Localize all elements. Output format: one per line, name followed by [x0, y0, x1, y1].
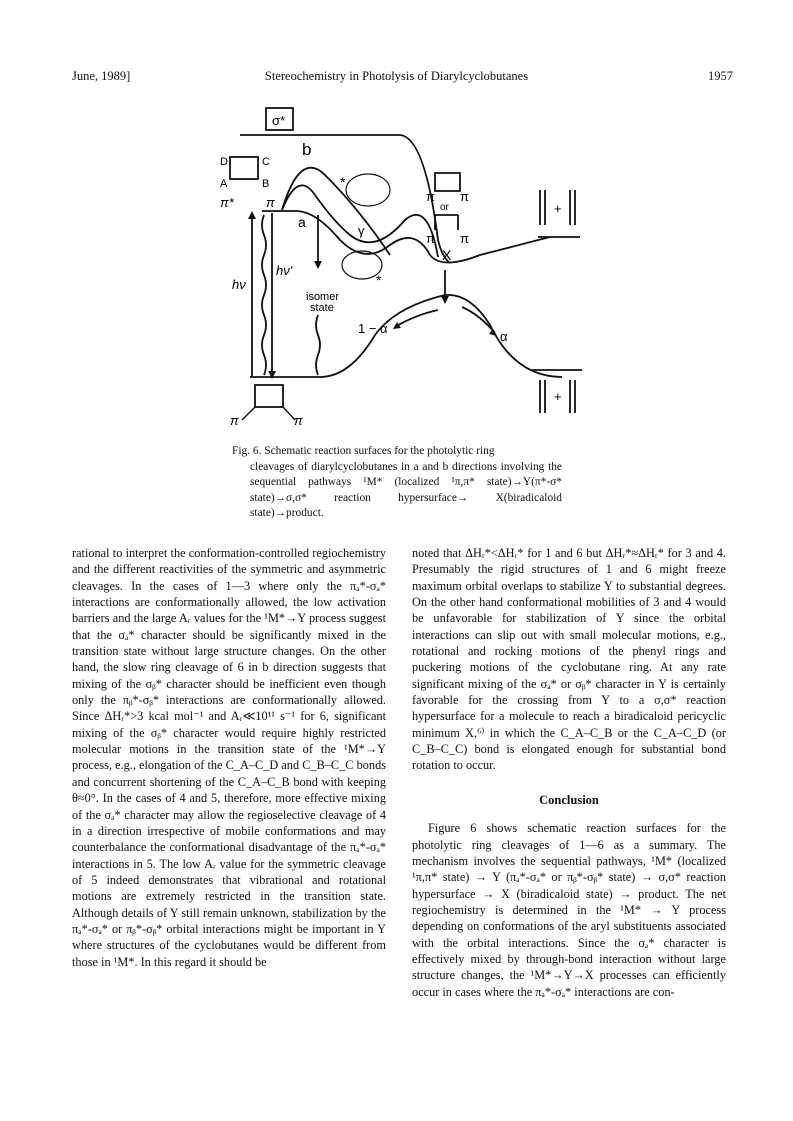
label-D: D [220, 156, 228, 168]
label-one-minus-alpha: 1 − α [358, 321, 388, 336]
figure-caption [232, 444, 562, 522]
label-pi-star: π* [220, 195, 234, 210]
fluorescence-wavy [262, 215, 266, 375]
label-pi-x1: π [426, 189, 435, 204]
label-gamma: γ [358, 223, 365, 238]
label-pi-bottom-right: π [294, 413, 303, 428]
cyclobutane-bottom [255, 385, 283, 407]
label-star-upper: * [340, 174, 346, 190]
left-column [72, 545, 386, 970]
caption-rest: cleavages of diarylcyclobutanes in a and b directions involving the sequential pathways ¹M* (localized ¹π,π* state)→Y(π*-σ* state)→σ,σ* reaction hypersurface→ X(biradicaloid state)→product. [250, 460, 562, 520]
label-b: b [302, 140, 312, 159]
label-A: A [220, 178, 228, 190]
right-column [412, 545, 726, 1000]
label-isomer: isomer [306, 291, 340, 303]
biradical-structure-2 [435, 215, 458, 230]
alpha-arrowhead [489, 329, 497, 336]
right-column-paragraph-2: Figure 6 shows schematic reaction surfaces for the photolytic ring cleavages of 1—6 as a summary. The mechanism involves the sequential pathways, ¹M* (localized ¹π,π* state) → Y (πₐ*-σₐ* or πᵦ*-σᵦ* state) → σ,σ* reaction hypersurface → X (biradicaloid state) → product. The net regiochemistry is determined in the ¹M* → Y process depending on conformations of the aryl substituents associated with the orbital interactions. Since the σₐ* character is effectively mixed by through-bond interaction without large structure changes, the ¹M*→Y→X processes can efficiently occur in cases where the πₐ*-σₐ* interactions are con- [412, 821, 726, 999]
reaction-surface-figure [190, 95, 620, 435]
label-hv-prime: hν' [276, 263, 293, 278]
orbital-diagram-upper [346, 174, 390, 206]
label-pi-x4: π [460, 231, 469, 246]
label-plus-lower: + [554, 389, 562, 404]
right-column-paragraph-1: noted that ΔHᵣ*<ΔHᵣ* for 1 and 6 but ΔHᵣ*≈ΔHᵣ* for 3 and 4. Presumably the rigid structures of 1 and 6 might freeze maximum orbital overlaps to stabilize Y to substantial degrees. On the other hand conformational mobilities of 3 and 4 would be unfavorable for stabilization of Y since the orbital interactions can slip out with small molecular motions, e.g., rotational and rocking motions of the phenyl rings and puckering motions of the cyclobutane ring. At any rate significant mixing of the σₐ* or σᵦ* character in Y is certainly favorable for the crossing from Y to a σ,σ* reaction hypersurface for a molecule to reach a biradicaloid pericyclic minimum X,⁶⁾ in which the C_A–C_B or the C_A–C_D (or C_B–C_C) bond is elongated enough for substantial bond rotation to occur. [412, 546, 726, 773]
isomer-decay-wavy [316, 315, 320, 375]
section-title-conclusion: Conclusion [539, 792, 599, 807]
left-column-paragraph: rational to interpret the conformation-controlled regiochemistry and the different reactivities of the symmetric and asymmetric cleavages. In the cases of 1—3 where only the πₐ*-σₐ* interactions are conformationally allowed, the low activation barriers and the large Aᵣ values for the ¹M*→Y process suggest that the σₐ* character should be significantly mixed in the transition state without large structure changes. On the other hand, the slow ring cleavage of 6 in b direction suggests that mixing of the σᵦ* character should be inefficient even though only the πᵦ*-σᵦ* interactions are conformationally allowed. Since ΔHᵣ*>3 kcal mol⁻¹ and Aᵣ≪10¹¹ s⁻¹ for 6, significant mixing of the σᵦ* character would require highly restricted molecular motions in the transition state of the ¹M*→Y process, e.g., elongation of the C_A–C_D and C_B–C_C bonds and concurrent shortening of the C_A–C_B bond with keeping θ≈0°. In the cases of 4 and 5, therefore, more effective mixing of the σₐ* character may allow the regioselective cleavage of 4 in a direction irrespective of mobile conformations and may counterbalance the conformational disadvantage of the πₐ*-σₐ* interactions in 5. The low Aᵣ value for the symmetric cleavage of 5 indeed demonstrates that vibrational and rotational motions are extremely restricted in the transition state. Although details of Y still remain unknown, stabilization by the πₐ*-σₐ* or πᵦ*-σᵦ* orbital interactions might be important in Y where structures of the cyclobutanes would be different from those in ¹M*. In this regard it should be [72, 546, 386, 969]
label-plus-upper: + [554, 201, 562, 216]
label-pi-x3: π [426, 231, 435, 246]
isomer-arrowhead [314, 261, 322, 269]
one-minus-alpha-arrowhead [393, 322, 401, 329]
page-number: 1957 [708, 69, 733, 83]
biradical-structure-1 [435, 173, 460, 191]
label-B: B [262, 178, 270, 190]
label-a: a [298, 214, 306, 230]
label-C: C [262, 156, 270, 168]
cyclobutane-top [230, 157, 258, 179]
label-or: or [440, 202, 449, 213]
label-star-lower: * [376, 272, 382, 288]
label-sigma-star: σ* [272, 113, 286, 128]
label-pi-bottom-left: π [230, 413, 239, 428]
running-header-title: Stereochemistry in Photolysis of Diarylcyclobutanes [264, 69, 529, 83]
hv-arrowhead [248, 211, 256, 219]
label-pi-x2: π [460, 189, 469, 204]
label-pi-top: π [266, 195, 275, 210]
label-X: X [442, 247, 452, 263]
ground-state-surface [250, 295, 562, 377]
running-header-left: June, 1989] [72, 69, 131, 83]
label-state: state [310, 302, 334, 314]
label-alpha: α [500, 329, 508, 344]
caption-first-line: Fig. 6. Schematic reaction surfaces for the photolytic ring [232, 445, 495, 457]
x-arrowhead [441, 296, 449, 304]
label-hv: hν [232, 277, 246, 292]
